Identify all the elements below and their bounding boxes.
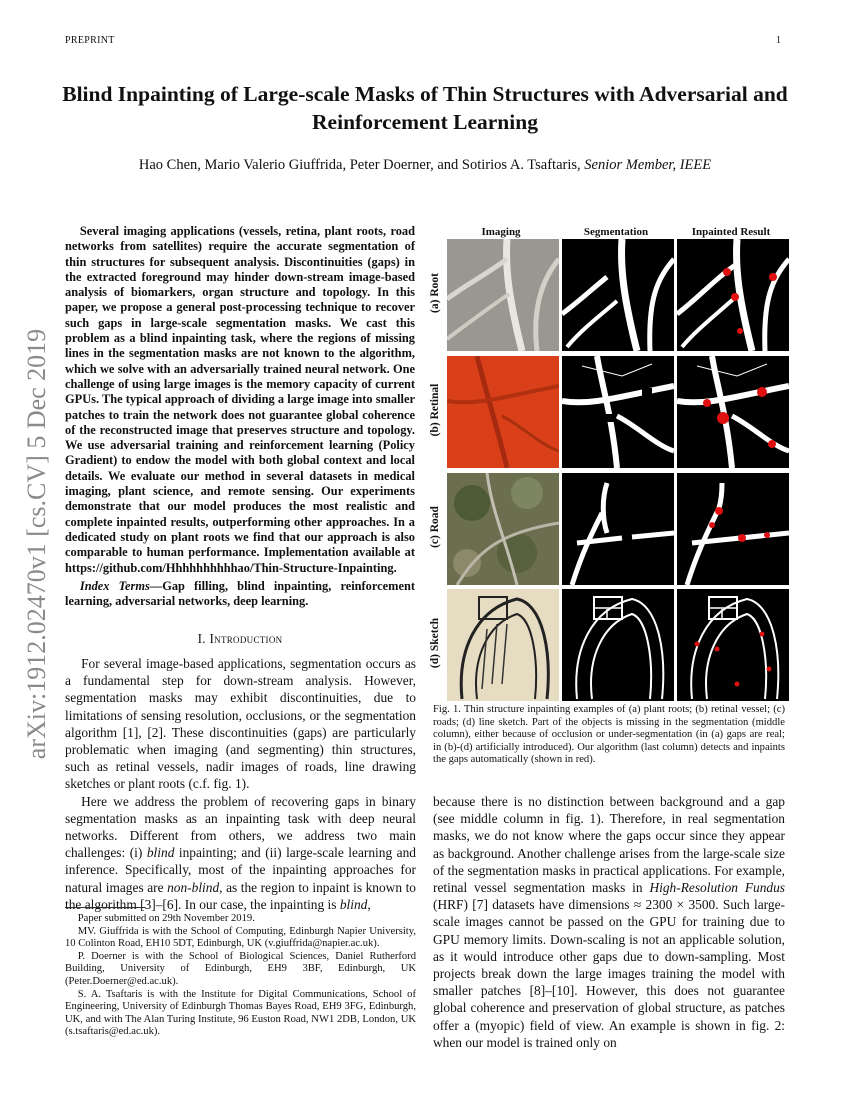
sketch-inpainted-panel	[677, 589, 789, 701]
footnote-tsaftaris: S. A. Tsaftaris is with the Institute for Digital Communications, School of Engineering, University of Edinburgh Thomas Bayes Road, EH9 3FG, Edinburgh, UK, and with The Alan Turing Institute, 96 Euston Road, NW1 2DB, London, UK (s.tsaftaris@ed.ac.uk).	[65, 988, 416, 1038]
sketch-segmentation-panel	[562, 589, 674, 701]
footnote-rule	[65, 907, 145, 908]
row-label-retinal: (b) Retinal	[429, 383, 441, 437]
sketch-imaging-panel	[447, 589, 559, 701]
retinal-inpainted-panel	[677, 356, 789, 468]
row-label-sketch: (d) Sketch	[429, 617, 441, 669]
row-label-root: (a) Root	[429, 273, 441, 313]
intro-paragraph-2: Here we address the problem of recovering gaps in binary segmentation masks as an inpainting task with deep neural networks. Different from others, we address two main challenges: (i) blind inpainting; and (ii) large-scale learning and inference. Specifically, most of the inpainting approaches for natural images are non-blind, as the region to inpaint is known to the algorithm [3]–[6]. In our case, the inpainting is blind,	[65, 793, 416, 912]
index-terms	[65, 579, 415, 610]
author-names: Hao Chen, Mario Valerio Giuffrida, Peter Doerner, and Sotirios A. Tsaftaris,	[138, 157, 585, 173]
figure-1-caption: Fig. 1. Thin structure inpainting examples of (a) plant roots; (b) retinal vessel; (c) roads; (d) line sketch. Part of the objects is missing in the segmentation (middle column), either because of occlusion or under-segmentation (in (a) gaps are real; in (b)-(d) artificially introduced). Our algorithm (last column) detects and inpaints the gaps automatically (shown in red).	[433, 704, 785, 766]
road-imaging-panel	[447, 473, 559, 585]
col-header-segmentation: Segmentation	[583, 226, 649, 238]
row-label-road: (c) Road	[429, 506, 441, 548]
root-imaging-panel	[447, 239, 559, 351]
index-terms-label: Index Terms	[79, 579, 150, 593]
section-heading: I. Introduction	[197, 631, 283, 646]
arxiv-stamp: arXiv:1912.02470v1 [cs.CV] 5 Dec 2019	[22, 328, 51, 760]
right-column-text	[433, 793, 785, 1051]
footnotes	[65, 913, 416, 1039]
footnote-giuffrida: MV. Giuffrida is with the School of Computing, Edinburgh Napier University, 10 Colinton Road, EH10 5DT, Edinburgh, UK (v.giuffrida@napier.ac.uk).	[65, 925, 416, 950]
road-segmentation-panel	[562, 473, 674, 585]
col-header-inpainted: Inpainted Result	[691, 226, 771, 238]
root-segmentation-panel	[562, 239, 674, 351]
page-number: 1	[776, 35, 782, 46]
retinal-imaging-panel	[447, 356, 559, 468]
root-inpainted-panel	[677, 239, 789, 351]
author-role: Senior Member, IEEE	[584, 157, 712, 173]
right-paragraph: because there is no distinction between background and a gap (see middle column in fig. 1). Therefore, in real segmentation masks, we do not know where the gaps occur since they appear as background. Another challenge arises from the large-scale size of the segmentation masks in practical applications. For example, retinal vessel segmentation masks in High-Resolution Fundus (HRF) [7] datasets have dimensions ≈ 2300 × 3500. Such large-scale images cannot be passed on the GPU for training due to GPU memory limits. Down-scaling is not an applicable solution, as it would introduce other gaps due to down-sampling. Most projects break down the large images training the model with smaller patches [8]–[10]. However, this does not guarantee global coherence and preservation of global structure, as patches offer a (myopic) field of view. An example is shown in fig. 2: when our model is trained only on	[433, 794, 785, 1050]
introduction-text	[65, 655, 416, 913]
figure-1	[425, 226, 785, 696]
footnote-submitted: Paper submitted on 29th November 2019.	[77, 913, 255, 924]
intro-paragraph-1: For several image-based applications, segmentation occurs as a fundamental step for down-stream analysis. However, segmentation masks may exhibit discontinuities, due to limitations of sensing resolution, occlusions, or the segmentation algorithm [1], [2]. These discontinuities (gaps) are particularly problematic when imaging (and segmenting) thin structures, such as retinal vessels, nadir images of roads, line drawing sketches or plant roots (c.f. fig. 1).	[65, 656, 416, 792]
abstract: Several imaging applications (vessels, retina, plant roots, road networks from satellites) require the accurate segmentation of thin structures for subsequent analysis. Discontinuities (gaps) in the extracted foreground may hinder down-stream image-based analysis of biomarkers, organ structure and topology. In this paper, we propose a general post-processing technique to recover such gaps in large-scale segmentation masks. We cast this problem as a blind inpainting task, where the regions of missing lines in the segmentation masks are not known to the algorithm, which we solve with an adversarially trained neural network. One challenge of using large images is the memory capacity of current GPUs. The typical approach of dividing a large image into smaller patches to train the network does not guarantee global coherence of the reconstructed image that preserves structure and topology. We use adversarial training and reinforcement learning (Policy Gradient) to endow the model with both global context and local details. We evaluate our method in several datasets in medical imaging, plant science, and remote sensing. Our experiments demonstrate that our model produces the most realistic and complete inpainted results, outperforming other approaches. In a dedicated study on plant roots we find that our approach is also comparable to human performance. Implementation available at https://github.com/Hhhhhhhhhhao/Thin-Structure-Inpainting.	[65, 224, 415, 575]
road-inpainted-panel	[677, 473, 789, 585]
index-terms-text: —Gap filling, blind inpainting, reinforcement learning, adversarial networks, deep learning.	[65, 579, 415, 609]
paper-title: Blind Inpainting of Large-scale Masks of Thin Structures with Adversarial and Reinforcement Learning	[62, 82, 788, 134]
running-header: PREPRINT	[65, 35, 115, 46]
footnote-doerner: P. Doerner is with the School of Biological Sciences, Daniel Rutherford Building, University of Edinburgh, EH9 3BF, Edinburgh, UK (Peter.Doerner@ed.ac.uk).	[65, 950, 416, 987]
author-list	[60, 157, 790, 174]
retinal-segmentation-panel	[562, 356, 674, 468]
col-header-imaging: Imaging	[481, 226, 521, 238]
